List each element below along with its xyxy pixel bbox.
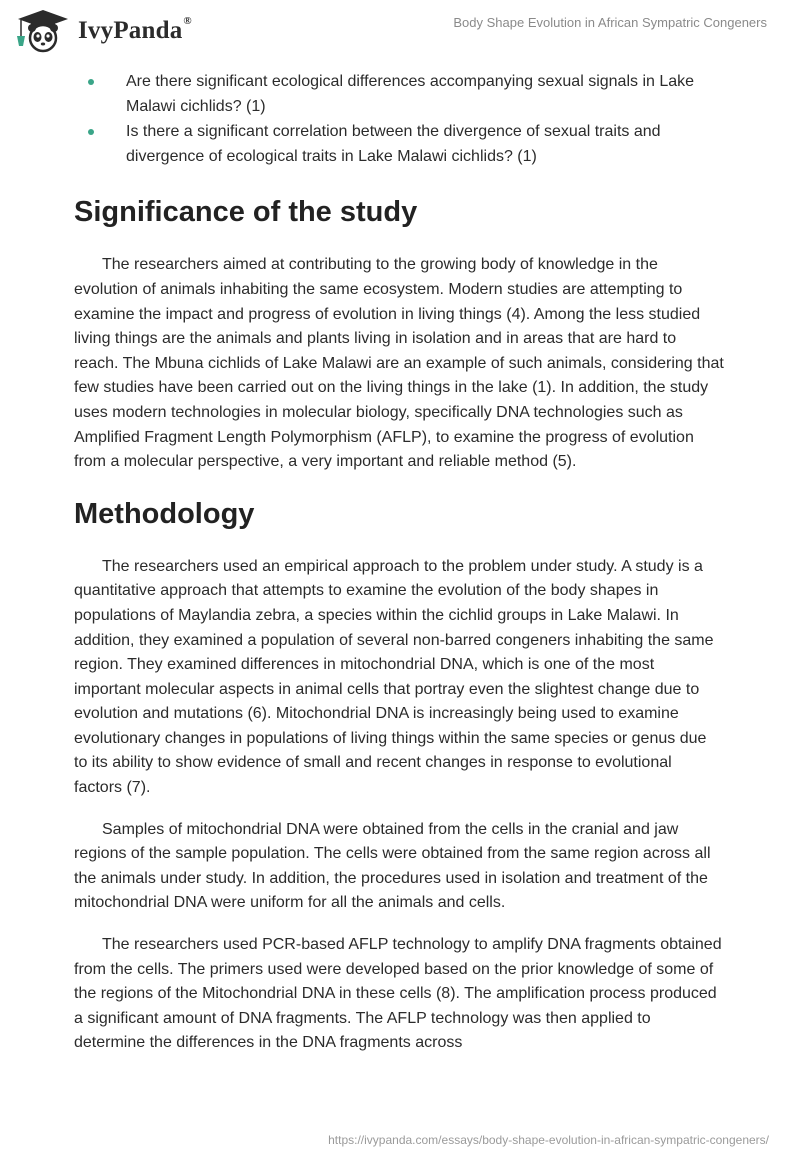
significance-paragraph: The researchers aimed at contributing to the growing body of knowledge in the evolution of animals inhabiting the same ecosystem. Modern studies are attempting to examine the impact and progress of evolution in living things (4). Among the less studied living things are the animals and plants living in isolation and in areas that are hard to reach. The Mbuna cichlids of Lake Malawi are an example of such animals, considering that few studies have been carried out on the living things in the lake (1). In addition, the study uses modern technologies in molecular biology, specifically DNA technologies such as Amplified Fragment Length Polymorphism (AFLP), to examine the progress of evolution from a molecular perspective, a very important and reliable method (5). xyxy=(74,256,724,471)
research-questions-list xyxy=(74,70,724,169)
essay-content xyxy=(74,70,724,1056)
significance-heading: Significance of the study xyxy=(74,196,418,229)
bullet-dot-icon xyxy=(88,79,94,85)
list-item xyxy=(74,120,724,169)
bullet-dot-icon xyxy=(88,129,94,135)
list-item-text: Are there significant ecological differences accompanying sexual signals in Lake Malawi cichlids? (1) xyxy=(126,73,695,115)
trademark-symbol: ® xyxy=(183,15,192,27)
page-header xyxy=(0,0,800,62)
methodology-heading: Methodology xyxy=(74,497,255,530)
source-url-link[interactable]: https://ivypanda.com/essays/body-shape-evolution-in-african-sympatric-congeners/ xyxy=(328,1133,769,1147)
panda-graduate-icon xyxy=(14,8,72,54)
list-item-text: Is there a significant correlation between the divergence of sexual traits and divergence of ecological traits in Lake Malawi cichlids? (1) xyxy=(126,123,661,165)
brand-name: IvyPanda® xyxy=(78,15,192,44)
methodology-paragraph: Samples of mitochondrial DNA were obtained from the cells in the cranial and jaw regions of the sample population. The cells were obtained from the same region across all the animals under study. In addition, the procedures used in isolation and treatment of the mitochondrial DNA were uniform for all the animals and cells. xyxy=(74,820,711,912)
methodology-paragraph: The researchers used PCR-based AFLP technology to amplify DNA fragments obtained from the cells. The primers used were developed based on the prior knowledge of some of the regions of the Mitochondrial DNA in these cells (8). The amplification process produced a significant amount of DNA fragments. The AFLP technology was then applied to determine the differences in the DNA fragments across xyxy=(74,936,722,1052)
ivypanda-logo[interactable] xyxy=(14,8,192,54)
document-title: Body Shape Evolution in African Sympatric Congeners xyxy=(453,15,767,30)
list-item xyxy=(74,70,724,119)
methodology-paragraph: The researchers used an empirical approach to the problem under study. A study is a quantitative approach that attempts to examine the evolution of the body shapes in populations of Maylandia zebra, a species within the cichlid groups in Lake Malawi. In addition, they examined a population of several non-barred congeners inhabiting the same region. They examined differences in mitochondrial DNA, which is one of the most important molecular aspects in animal cells that portray even the slightest change due to evolution and mutations (6). Mitochondrial DNA is increasingly being used to examine evolutionary changes in populations of living things within the same species or genus due to its ability to show evidence of small and recent changes in response to evolutional factors (7). xyxy=(74,557,714,797)
